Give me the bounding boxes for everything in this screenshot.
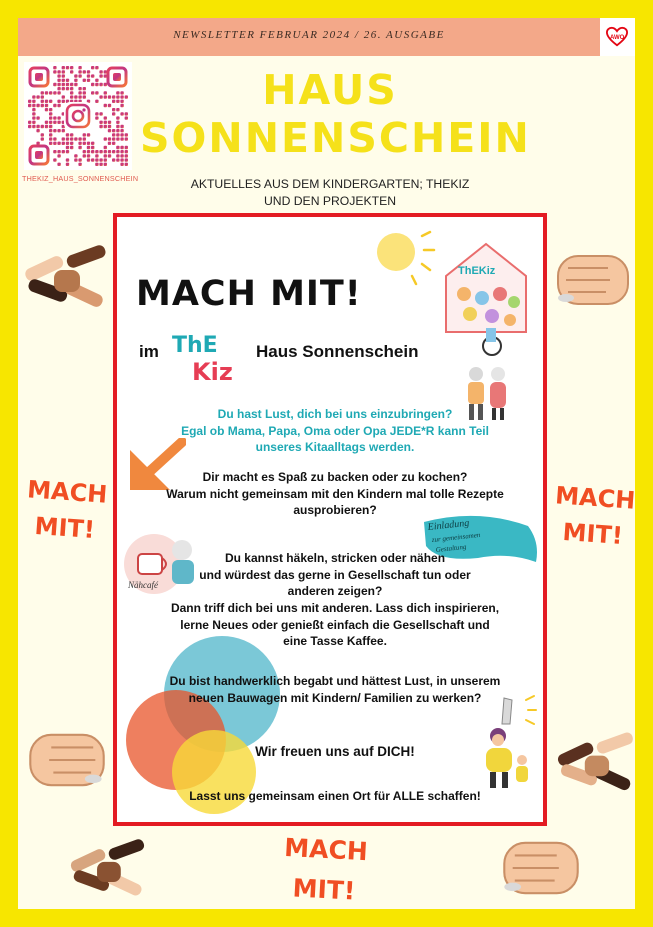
- cafe-label: Nähcafé: [128, 580, 158, 590]
- mach-mit-right-line-2: MIT!: [561, 517, 624, 551]
- mach-mit-label-bottom: [278, 828, 372, 913]
- p2-line-3: anderen zeigen?: [287, 584, 383, 598]
- house-illustration: [440, 236, 532, 362]
- mach-mit-bottom-line-1: MACH: [283, 832, 369, 867]
- instagram-handle: THEKIZ_HAUS_SONNENSCHEIN: [22, 174, 139, 183]
- house-logo-text: ThEKiz: [458, 265, 496, 277]
- poster-haus-sonnenschein: Haus Sonnenschein: [256, 342, 419, 361]
- newsletter-header-bar: [18, 18, 600, 56]
- mach-mit-label-left: [16, 471, 117, 550]
- hands-stack-icon: [20, 244, 112, 316]
- p1-line-2: Warum nicht gemeinsam mit den Kindern mal tolle Rezepte: [166, 486, 504, 501]
- mach-mit-left-line-1: MACH: [26, 475, 109, 509]
- hands-stack-icon: [553, 730, 639, 800]
- poster-headline: MACH MIT!: [136, 274, 362, 314]
- intro-line-1: Du hast Lust, dich bei uns einzubringen?: [217, 407, 453, 421]
- title-line-1: HAUS: [262, 66, 398, 114]
- newsletter-issue-line: NEWSLETTER FEBRUAR 2024 / 26. AUSGABE: [173, 29, 445, 41]
- mach-mit-right-line-1: MACH: [554, 481, 637, 515]
- p1-line-3: ausprobieren?: [293, 503, 377, 517]
- title-line-2: SONNENSCHEIN: [140, 114, 531, 162]
- fist-icon: [498, 836, 584, 900]
- bubble-line-1: Einladung: [427, 517, 470, 533]
- p1-line-1: Dir macht es Spaß zu backen oder zu kochen?: [202, 470, 468, 484]
- closing-line: Wir freuen uns auf DICH!: [255, 744, 415, 759]
- p4-line-1: Du bist handwerklich begabt und hättest Lust, in unserem: [169, 674, 501, 688]
- subtitle-line-1: AKTUELLES AUS DEM KINDERGARTEN; THEKIZ: [190, 177, 470, 191]
- intro-paragraph: [140, 406, 530, 456]
- fist-icon: [552, 250, 634, 310]
- masthead-subtitle: [170, 176, 490, 210]
- mach-mit-bottom-line-2: MIT!: [291, 873, 357, 906]
- sun-icon: [372, 226, 438, 288]
- logo-the: ThE: [172, 333, 218, 358]
- bubble-line-2: zur gemeinsamen: [431, 530, 481, 544]
- logo-kiz: Kiz: [192, 358, 233, 385]
- mach-mit-label-right: [544, 477, 645, 556]
- p4-line-2: neuen Bauwagen mit Kindern/ Familien zu werken?: [188, 690, 482, 705]
- final-line: Lasst uns gemeinsam einen Ort für ALLE schaffen!: [189, 789, 481, 803]
- p2-line-2: und würdest das gerne in Gesellschaft tun oder: [199, 567, 471, 582]
- bubble-line-3: Gestaltung: [435, 542, 467, 554]
- awo-logo[interactable]: [600, 18, 635, 56]
- p2-line-1: Du kannst häkeln, stricken oder nähen: [224, 551, 446, 565]
- thekiz-logo: [170, 330, 245, 385]
- p3-line-3: eine Tasse Kaffee.: [283, 634, 387, 648]
- poster-im: im: [139, 342, 159, 361]
- p3-line-1: Dann triff dich bei uns mit anderen. Lass dich inspirieren,: [170, 601, 500, 615]
- fist-icon: [24, 728, 110, 792]
- baking-paragraph: [140, 469, 530, 519]
- qr-code-graphic: [24, 62, 132, 170]
- hands-stack-icon: [66, 838, 150, 904]
- intro-line-2: Egal ob Mama, Papa, Oma oder Opa JEDE*R kann Teil: [181, 423, 489, 438]
- knitting-paragraph: [140, 550, 530, 600]
- instagram-qr-code[interactable]: [24, 62, 132, 170]
- awo-logo-text: AWO: [610, 35, 625, 41]
- subtitle-line-2: UND DEN PROJEKTEN: [263, 194, 397, 208]
- mach-mit-left-line-2: MIT!: [33, 511, 96, 545]
- craft-people-illustration: [476, 694, 538, 792]
- p3-line-2: lerne Neues oder genießt einfach die Gesellschaft und: [180, 617, 490, 632]
- meetup-paragraph: [140, 600, 530, 650]
- craft-paragraph: [140, 673, 530, 706]
- intro-line-3: unseres Kitaalltags werden.: [255, 440, 415, 454]
